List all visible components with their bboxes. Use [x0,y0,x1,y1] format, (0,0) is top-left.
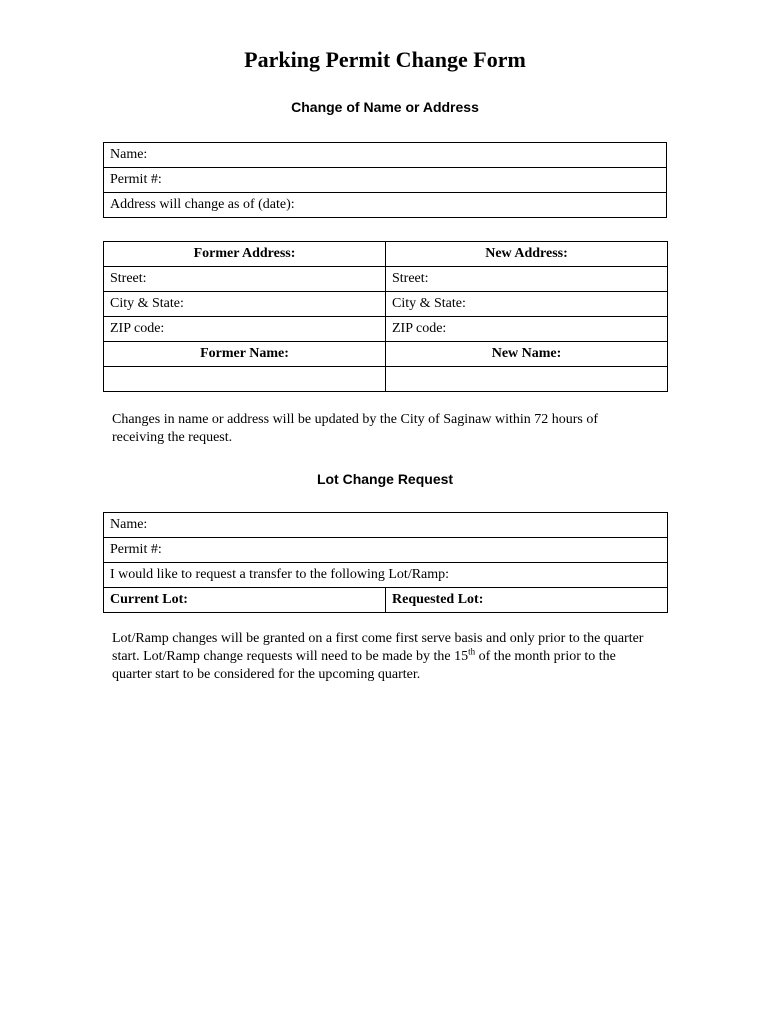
new-address-header: New Address: [386,242,668,267]
permit-number-field[interactable]: Permit #: [104,168,667,193]
former-name-field[interactable] [104,367,386,392]
transfer-request-label: I would like to request a transfer to the following Lot/Ramp: [104,563,668,588]
name-field[interactable]: Name: [104,143,667,168]
requested-lot-field[interactable]: Requested Lot: [386,588,668,613]
address-change-table [103,241,668,392]
table-row [104,143,667,168]
lot-notice-text-end: of the month prior to the quarter start to be considered for the upcoming quarter. [112,649,616,682]
former-zip-field[interactable]: ZIP code: [104,317,386,342]
page-title: Parking Permit Change Form [244,47,526,72]
table-row [104,367,668,392]
former-street-field[interactable]: Street: [104,267,386,292]
table-row [104,588,668,613]
current-lot-field[interactable]: Current Lot: [104,588,386,613]
personal-info-table [103,142,667,218]
section-heading-name-address: Change of Name or Address [291,99,479,115]
table-row [104,342,668,367]
lot-change-table [103,512,668,613]
new-zip-field[interactable]: ZIP code: [386,317,668,342]
lot-notice-text: Lot/Ramp changes will be granted on a first come first serve basis and only prior to the quarter start. Lot/Ramp change requests will need to be made by the 15 [112,631,644,664]
table-row [104,193,667,218]
former-address-header: Former Address: [104,242,386,267]
table-row [104,242,668,267]
section-heading-lot-change: Lot Change Request [316,471,454,487]
table-row [104,538,668,563]
table-row [104,168,667,193]
table-row [104,317,668,342]
former-name-header: Former Name: [104,342,386,367]
former-city-state-field[interactable]: City & State: [104,292,386,317]
lot-change-notice [112,630,652,684]
table-row [104,292,668,317]
new-name-header: New Name: [386,342,668,367]
change-date-field[interactable]: Address will change as of (date): [104,193,667,218]
update-notice: Changes in name or address will be updated by the City of Saginaw within 72 hours of receiving the request. [112,412,599,445]
ordinal-suffix: th [468,646,476,657]
table-row [104,563,668,588]
new-city-state-field[interactable]: City & State: [386,292,668,317]
table-row [104,513,668,538]
new-name-field[interactable] [386,367,668,392]
lot-name-field[interactable]: Name: [104,513,668,538]
new-street-field[interactable]: Street: [386,267,668,292]
table-row [104,267,668,292]
lot-permit-number-field[interactable]: Permit #: [104,538,668,563]
